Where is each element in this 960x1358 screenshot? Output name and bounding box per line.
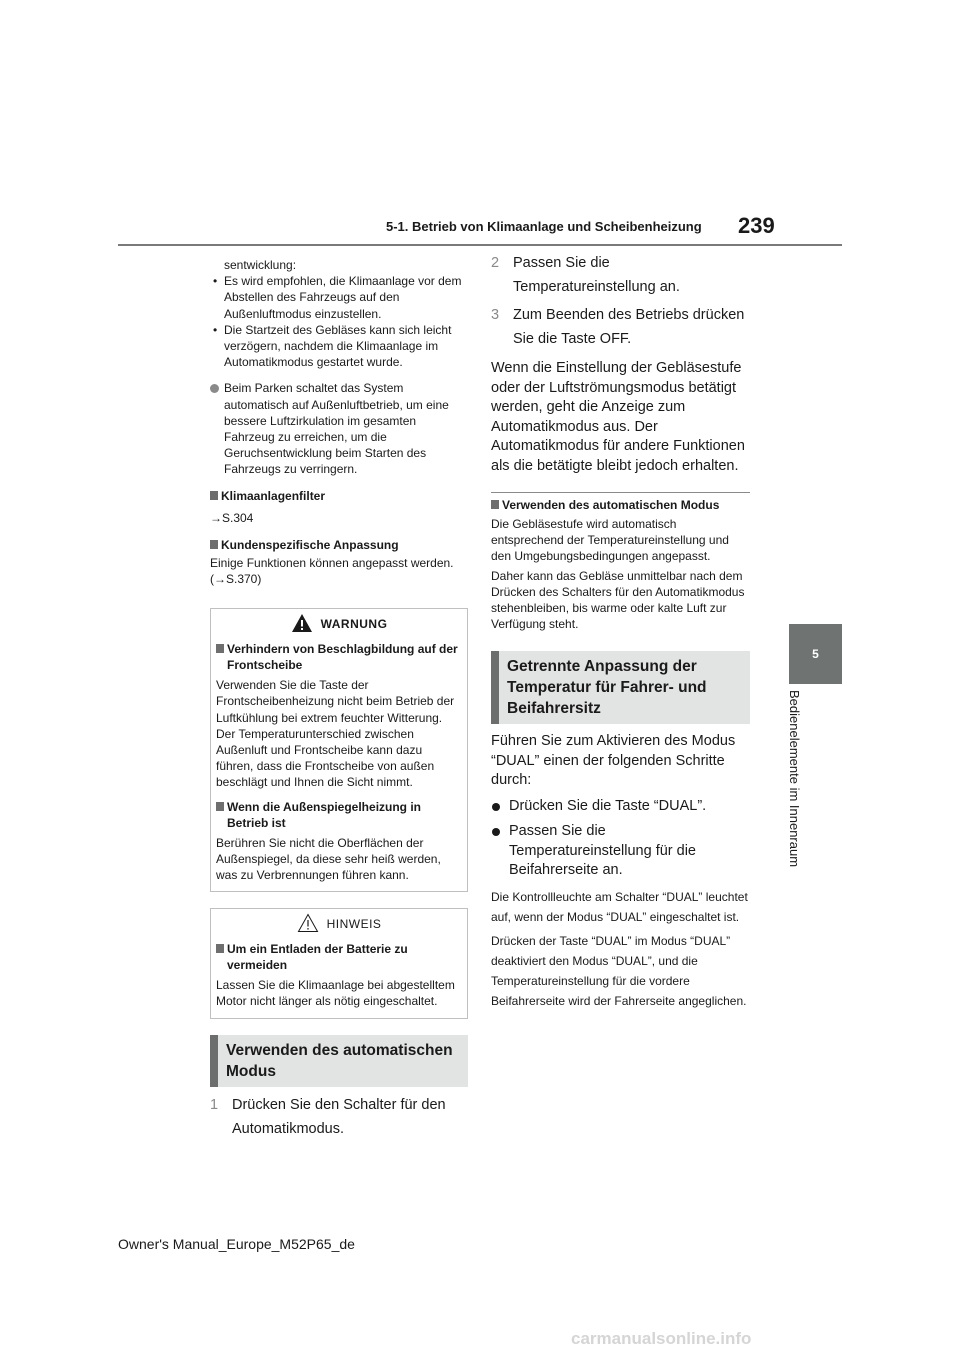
caution-icon bbox=[297, 913, 319, 936]
footer-text: Owner's Manual_Europe_M52P65_de bbox=[118, 1236, 355, 1252]
warning-item-text: Verwenden Sie die Taste der Frontscheibenheizung nicht beim Betrieb der Luftkühlung bei extrem feuchter Witterung. Der Temperaturunterschied zwischen Außenluft und Frontscheibe kann dazu führen, dass die Frontscheibe von außen beschlägt und Ihnen die Sicht nimmt. bbox=[216, 678, 455, 790]
step-item bbox=[210, 1093, 468, 1141]
chapter-label bbox=[773, 690, 819, 890]
warning-item-heading: Verhindern von Beschlagbildung auf der Frontscheibe bbox=[216, 641, 462, 673]
dual-note: Die Kontrollleuchte am Schalter “DUAL” leuchtet auf, wenn der Modus “DUAL” eingeschaltet ist. bbox=[491, 889, 748, 924]
chapter-label-text: Bedienelemente im Innenraum bbox=[787, 690, 802, 868]
circle-bullet-icon bbox=[210, 384, 219, 393]
warning-title-row bbox=[211, 609, 467, 639]
section-heading: Verwenden des automatischen Modus bbox=[210, 1035, 468, 1087]
notice-item-text: Lassen Sie die Klimaanlage bei abgestelltem Motor nicht länger als nötig eingeschaltet. bbox=[216, 978, 455, 1009]
step-number: 2 bbox=[491, 255, 500, 271]
custom-heading: Kundenspezifische Anpassung bbox=[210, 537, 468, 553]
custom-text: Einige Funktionen können angepasst werden. (→S.370) bbox=[210, 555, 454, 587]
warning-box bbox=[210, 608, 468, 892]
warning-title: WARNUNG bbox=[320, 617, 388, 632]
divider bbox=[491, 492, 750, 493]
step-item bbox=[491, 251, 750, 299]
notice-item-heading: Um ein Entladen der Batterie zu vermeiden bbox=[216, 941, 462, 973]
step-number: 3 bbox=[491, 307, 500, 323]
intro-text: sentwicklung: bbox=[224, 258, 297, 272]
section-title: 5-1. Betrieb von Klimaanlage und Scheibenheizung bbox=[386, 219, 702, 234]
auto-mode-text: Daher kann das Gebläse unmittelbar nach dem Drücken des Schalters für den Automatikmodus stehenbleiben, bis warme oder kalte Luft zur Verfügung steht. bbox=[491, 568, 745, 632]
dual-intro: Führen Sie zum Aktivieren des Modus “DUAL” einen der folgenden Schritte durch: bbox=[491, 733, 736, 789]
section-heading: Getrennte Anpassung der Temperatur für Fahrer- und Beifahrersitz bbox=[491, 651, 750, 724]
note-text: Beim Parken schaltet das System automatisch auf Außenluftbetrieb, um eine bessere Luftzirkulation im gesamten Fahrzeug zu erreichen, um die Geruchsentwicklung beim Starten des Fahrzeugs zu verringern. bbox=[224, 381, 449, 477]
notice-box bbox=[210, 908, 468, 1018]
header-divider bbox=[118, 244, 842, 246]
watermark: carmanualsonline.info bbox=[571, 1329, 752, 1348]
warning-item-text: Berühren Sie nicht die Oberflächen der Außenspiegel, da diese sehr heiß werden, was zu Verbrennungen führen kann. bbox=[216, 835, 441, 883]
auto-mode-text: Die Gebläsestufe wird automatisch entsprechend der Temperatureinstellung und den Umgebungsbedingungen angepasst. bbox=[491, 517, 729, 564]
bullet-item: Drücken Sie die Taste “DUAL”. bbox=[491, 797, 750, 817]
left-column bbox=[210, 257, 468, 1141]
body-paragraph: Wenn die Einstellung der Gebläsestufe oder der Luftströmungsmodus betätigt werden, geht die Anzeige zum Automatikmodus aus. Der Automatikmodus für andere Funktionen als die betätigte bleibt jedoch erhalten. bbox=[491, 360, 745, 474]
filter-reference: →S.304 bbox=[210, 510, 254, 525]
step-text: Zum Beenden des Betriebs drücken Sie die Taste OFF. bbox=[513, 307, 745, 347]
step-text: Drücken Sie den Schalter für den Automatikmodus. bbox=[232, 1096, 446, 1137]
right-column bbox=[491, 251, 750, 1011]
step-number: 1 bbox=[210, 1096, 219, 1113]
warning-item-heading: Wenn die Außenspiegelheizung in Betrieb ist bbox=[216, 799, 462, 831]
bullet-item: • Die Startzeit des Gebläses kann sich leicht verzögern, nachdem die Klimaanlage im Automatikmodus gestartet wurde. bbox=[210, 322, 468, 371]
auto-mode-heading: Verwenden des automatischen Modus bbox=[491, 497, 750, 513]
page-number: 239 bbox=[738, 213, 775, 238]
notice-title-row bbox=[211, 909, 467, 939]
note-item bbox=[210, 380, 468, 477]
filter-heading: Klimaanlagenfilter bbox=[210, 488, 468, 504]
step-text: Passen Sie die Temperatureinstellung an. bbox=[513, 255, 680, 295]
step-item bbox=[491, 303, 750, 351]
notice-title: HINWEIS bbox=[326, 917, 382, 932]
dual-note: Drücken der Taste “DUAL” im Modus “DUAL” deaktiviert den Modus “DUAL”, und die Temperatureinstellung für die vordere Beifahrerseite wird der Fahrerseite angeglichen. bbox=[491, 933, 747, 1008]
bullet-item: Passen Sie die Temperatureinstellung für die Beifahrerseite an. bbox=[491, 822, 750, 881]
chapter-tab: 5 bbox=[789, 624, 842, 684]
bullet-item: • Es wird empfohlen, die Klimaanlage vor dem Abstellen des Fahrzeugs auf den Außenluftmodus einzustellen. bbox=[210, 273, 468, 322]
warning-icon bbox=[291, 613, 313, 636]
